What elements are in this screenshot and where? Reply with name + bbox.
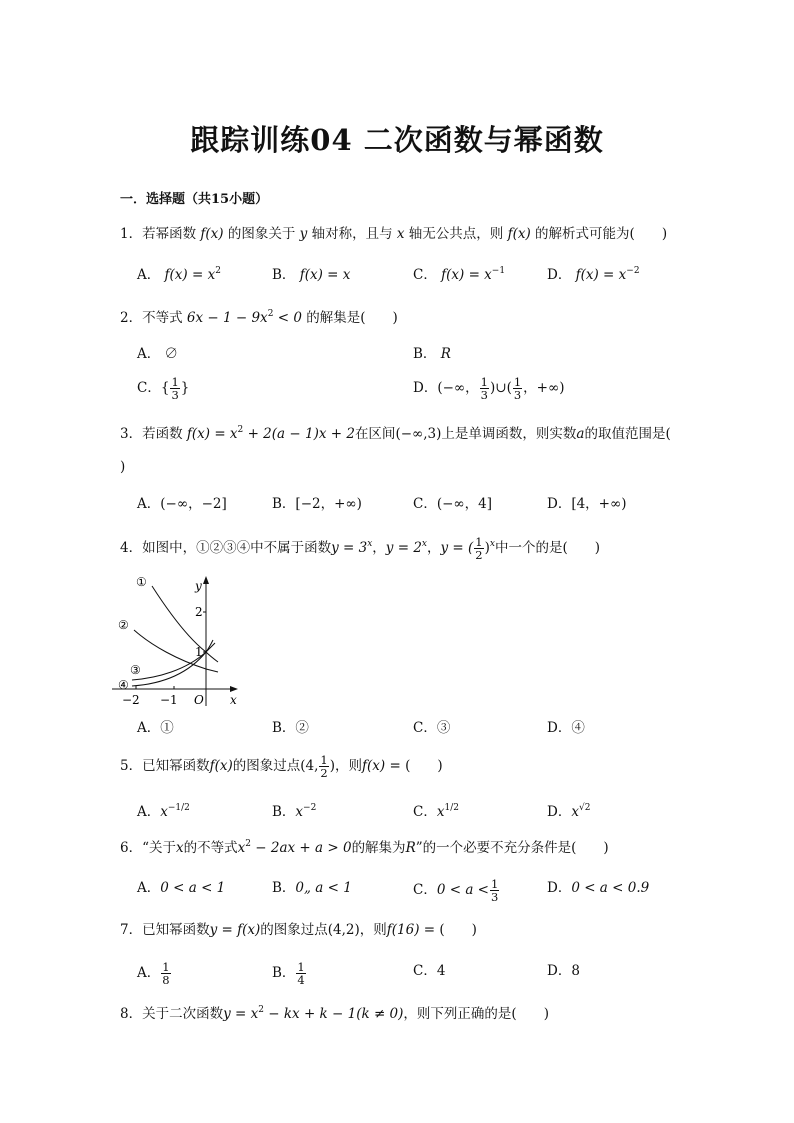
fraction-den: 3 [480, 388, 488, 402]
fraction-num: 1 [475, 535, 483, 549]
q8-text: 8．关于二次函数 [120, 1006, 224, 1022]
fraction-den: 3 [490, 890, 499, 904]
option-base: x [571, 804, 579, 820]
q6-R: R [405, 840, 416, 856]
fraction-num: 1 [490, 877, 499, 891]
question-6-stem [120, 838, 609, 858]
option-value: 0 < a < 1 [160, 880, 226, 896]
brace-open: { [160, 380, 170, 396]
q7-text: 7．已知幂函数 [120, 922, 210, 938]
q3-text: 在区间 [354, 426, 396, 442]
x-axis-label: x [230, 693, 237, 707]
q7-text: = ( ) [419, 922, 477, 938]
q1-text: 1．若幂函数 [120, 226, 197, 242]
option-label: A． [137, 720, 161, 736]
q4-func2: y = 2 [385, 540, 422, 556]
q3-option-d[interactable] [547, 494, 627, 514]
curve-label-3: ③ [130, 663, 141, 677]
option-value: [−2，+∞) [295, 496, 362, 512]
q6-text: 6．“关于 [120, 840, 176, 856]
option-label: D． [547, 496, 572, 512]
option-sup: 2 [215, 266, 221, 276]
q4-text: 中一个的是( ) [494, 540, 601, 556]
q1-fx: f(x) [507, 226, 531, 242]
q2-text: 2．不等式 [120, 310, 183, 326]
q5-option-b[interactable] [272, 802, 316, 822]
option-sup: 1/2 [444, 803, 459, 813]
q7-option-d[interactable] [547, 961, 580, 981]
q3-sup: 2 [237, 425, 244, 435]
q2-option-b[interactable] [413, 344, 451, 364]
q8-function: y = x [223, 1006, 259, 1022]
q3-option-c[interactable] [413, 494, 492, 514]
curve-label-1: ① [136, 575, 147, 589]
q4-option-c[interactable] [413, 718, 450, 738]
function-graph [112, 566, 252, 714]
option-label: A． [137, 804, 161, 820]
option-value: (−∞，−2] [160, 496, 227, 512]
question-1-stem [120, 224, 667, 244]
fraction [296, 961, 305, 986]
q5-text: = ( ) [385, 758, 443, 774]
q6-x: x [176, 840, 184, 856]
q4-func3: ) [484, 540, 490, 556]
option-value: 4 [436, 963, 446, 979]
q1-text: 的解析式可能为( ) [535, 226, 668, 242]
fraction [319, 754, 328, 779]
y-axis-label: y [195, 579, 202, 593]
q6-option-d[interactable] [547, 878, 649, 898]
q6-inequality-tail: − 2ax + a > 0 [250, 840, 352, 856]
q2-option-d[interactable] [413, 376, 565, 401]
q7-option-a[interactable] [137, 961, 172, 986]
y-axis-arrow-icon [203, 576, 209, 584]
x-axis-arrow-icon [230, 686, 238, 692]
q2-option-c[interactable] [137, 376, 189, 401]
q7-text: ，则 [359, 922, 387, 938]
option-value: ① [160, 720, 174, 736]
q1-option-d[interactable] [547, 265, 640, 285]
fraction-den: 2 [475, 548, 483, 562]
option-value: (−∞，4] [436, 496, 493, 512]
option-expr: f(x) = x [441, 267, 492, 283]
q5-text: 的图象过点 [232, 758, 301, 774]
option-label: B． [272, 880, 296, 896]
question-7-stem [120, 920, 477, 940]
x-tick-label-minus1: −1 [160, 693, 178, 707]
option-part: )∪( [489, 380, 512, 396]
q3-a: a [576, 426, 585, 442]
q4-sep: ， [427, 540, 441, 556]
q6-text: 的不等式 [183, 840, 238, 856]
q2-inequality-tail: < 0 [273, 310, 302, 326]
option-base: x [295, 804, 304, 820]
fraction-den: 2 [320, 766, 328, 780]
q5-text: 5．已知幂函数 [120, 758, 210, 774]
option-sup: √2 [578, 803, 591, 813]
q5-option-d[interactable] [547, 802, 590, 822]
option-label: A． [137, 346, 161, 362]
option-label: D． [547, 267, 572, 283]
q1-x: x [396, 226, 405, 242]
q6-inequality: x [237, 840, 246, 856]
q3-function: f(x) = x [186, 426, 238, 442]
option-label: D． [413, 380, 438, 396]
q5-option-a[interactable] [137, 802, 190, 822]
q1-text: 轴无公共点，则 [408, 226, 504, 242]
q4-func3: y = ( [440, 540, 474, 556]
q7-text: 的图象过点 [260, 922, 328, 938]
fraction-num: 1 [513, 375, 522, 389]
option-part: (−∞， [437, 380, 479, 396]
fraction-num: 1 [480, 375, 488, 389]
q5-fx: f(x) [362, 758, 386, 774]
option-label: C． [413, 963, 437, 979]
option-label: D． [547, 963, 572, 979]
q8-text: ，则下列正确的是( ) [403, 1006, 549, 1022]
fraction [170, 376, 179, 401]
option-value: 8 [571, 963, 580, 979]
y-tick-label-2: 2 [195, 605, 203, 619]
q8-sup: 2 [258, 1005, 264, 1015]
option-value: [4，+∞) [571, 496, 627, 512]
fraction-num: 1 [162, 960, 170, 974]
q8-function-tail: − kx + k − 1(k ≠ 0) [263, 1006, 404, 1022]
q1-y: y [299, 226, 308, 242]
option-value: ∅ [164, 346, 179, 362]
fraction [513, 376, 522, 401]
option-base: x [436, 804, 445, 820]
option-expr: f(x) = x [299, 267, 351, 283]
fraction-num: 1 [171, 375, 179, 389]
q1-option-b[interactable] [272, 265, 350, 285]
option-sup: −1/2 [167, 803, 190, 813]
fraction-den: 8 [162, 973, 170, 987]
q6-text: 的解集为 [351, 840, 406, 856]
question-4-stem [120, 536, 600, 561]
option-value: 0 < a < [436, 882, 489, 898]
section-header: 一．选择题（共15小题） [120, 192, 269, 207]
option-label: D． [547, 804, 572, 820]
q6-option-c[interactable] [413, 878, 500, 903]
q6-text: ”的一个必要不充分条件是( ) [415, 840, 609, 856]
q3-text: 的取值范围是( [584, 426, 671, 442]
curve-label-4: ④ [118, 678, 129, 692]
q4-text: 4．如图中，①②③④中不属于函数 [120, 540, 332, 556]
q4-option-b[interactable] [272, 718, 309, 738]
option-label: C． [413, 496, 437, 512]
q4-option-d[interactable] [547, 718, 585, 738]
fraction [161, 961, 170, 986]
brace-close: } [180, 380, 190, 396]
q7-option-c[interactable] [413, 961, 445, 981]
q3-function-tail: + 2(a − 1)x + 2 [243, 426, 355, 442]
fraction-den: 3 [171, 388, 179, 402]
fraction-den: 4 [297, 973, 305, 987]
question-5-stem [120, 754, 443, 779]
x-tick-label-minus2: −2 [122, 693, 140, 707]
option-label: B． [272, 720, 296, 736]
q1-option-a[interactable] [137, 265, 221, 285]
fraction [490, 878, 499, 903]
option-label: A． [137, 267, 161, 283]
q4-sup: x [367, 539, 373, 549]
option-base: x [160, 804, 168, 820]
q5-option-c[interactable] [413, 802, 459, 822]
fraction [480, 376, 489, 401]
q4-sup: x [421, 539, 427, 549]
option-label: C． [413, 882, 437, 898]
q6-sup: 2 [245, 839, 251, 849]
q1-text: 轴对称，且与 [311, 226, 393, 242]
q1-text: 的图象关于 [227, 226, 296, 242]
q1-option-c[interactable] [413, 265, 505, 285]
q1-fx: f(x) [200, 226, 224, 242]
option-value: ③ [436, 720, 451, 736]
option-label: C． [413, 267, 437, 283]
q2-text: 的解集是( ) [306, 310, 398, 326]
q2-inequality: 6x − 1 − 9x [186, 310, 268, 326]
q5-fx: f(x) [209, 758, 233, 774]
q6-option-b[interactable] [272, 878, 352, 898]
question-3-stem [120, 424, 671, 444]
q3-text: 3．若函数 [120, 426, 183, 442]
option-sup: −2 [303, 803, 317, 813]
q2-sup: 2 [267, 309, 274, 319]
q4-sup: x [489, 539, 495, 549]
option-label: D． [547, 880, 572, 896]
question-8-stem [120, 1004, 549, 1024]
y-tick-label-1: 1 [195, 645, 203, 659]
fraction-den: 3 [513, 388, 522, 402]
option-label: B． [272, 267, 296, 283]
option-label: A． [137, 880, 161, 896]
q3-option-a[interactable] [137, 494, 227, 514]
q2-option-a[interactable] [137, 344, 178, 364]
origin-label: O [194, 693, 204, 707]
q4-sep: ， [372, 540, 386, 556]
fraction [474, 536, 483, 561]
option-value: R [440, 346, 451, 362]
option-expr: f(x) = x [164, 267, 216, 283]
option-label: C． [137, 380, 161, 396]
q5-point: ) [329, 758, 336, 774]
q3-option-b[interactable] [272, 494, 362, 514]
q7-function: y = f(x) [209, 922, 261, 938]
q5-text: ，则 [335, 758, 363, 774]
option-label: D． [547, 720, 572, 736]
option-label: B． [413, 346, 437, 362]
option-label: A． [137, 965, 161, 981]
fraction-num: 1 [297, 960, 305, 974]
option-label: C． [413, 804, 437, 820]
q7-point: (4,2) [327, 922, 360, 938]
option-sup: −2 [626, 266, 640, 276]
option-value: ④ [571, 720, 585, 736]
option-part: ，+∞) [523, 380, 565, 396]
q3-interval: (−∞,3) [395, 426, 442, 442]
q4-func1: y = 3 [331, 540, 368, 556]
q5-point: (4, [300, 758, 319, 774]
question-3-stem-line2: ) [120, 459, 126, 475]
option-value: 0 < a < 0.9 [571, 880, 650, 896]
option-value: ② [295, 720, 309, 736]
q4-option-a[interactable] [137, 718, 174, 738]
curve-label-2: ② [118, 618, 129, 632]
fraction-num: 1 [320, 753, 328, 767]
question-2-stem [120, 308, 398, 328]
option-label: B． [272, 804, 296, 820]
q7-option-b[interactable] [272, 961, 307, 986]
option-sup: −1 [491, 266, 506, 276]
page-title: 跟踪训练04 二次函数与幂函数 [190, 123, 604, 157]
option-label: A． [137, 496, 161, 512]
option-label: C． [413, 720, 437, 736]
q6-option-a[interactable] [137, 878, 225, 898]
q7-f16: f(16) [386, 922, 420, 938]
q3-text: 上是单调函数，则实数 [441, 426, 577, 442]
option-label: B． [272, 965, 296, 981]
option-expr: f(x) = x [575, 267, 627, 283]
option-label: B． [272, 496, 296, 512]
option-value: 0„ a < 1 [295, 880, 352, 896]
